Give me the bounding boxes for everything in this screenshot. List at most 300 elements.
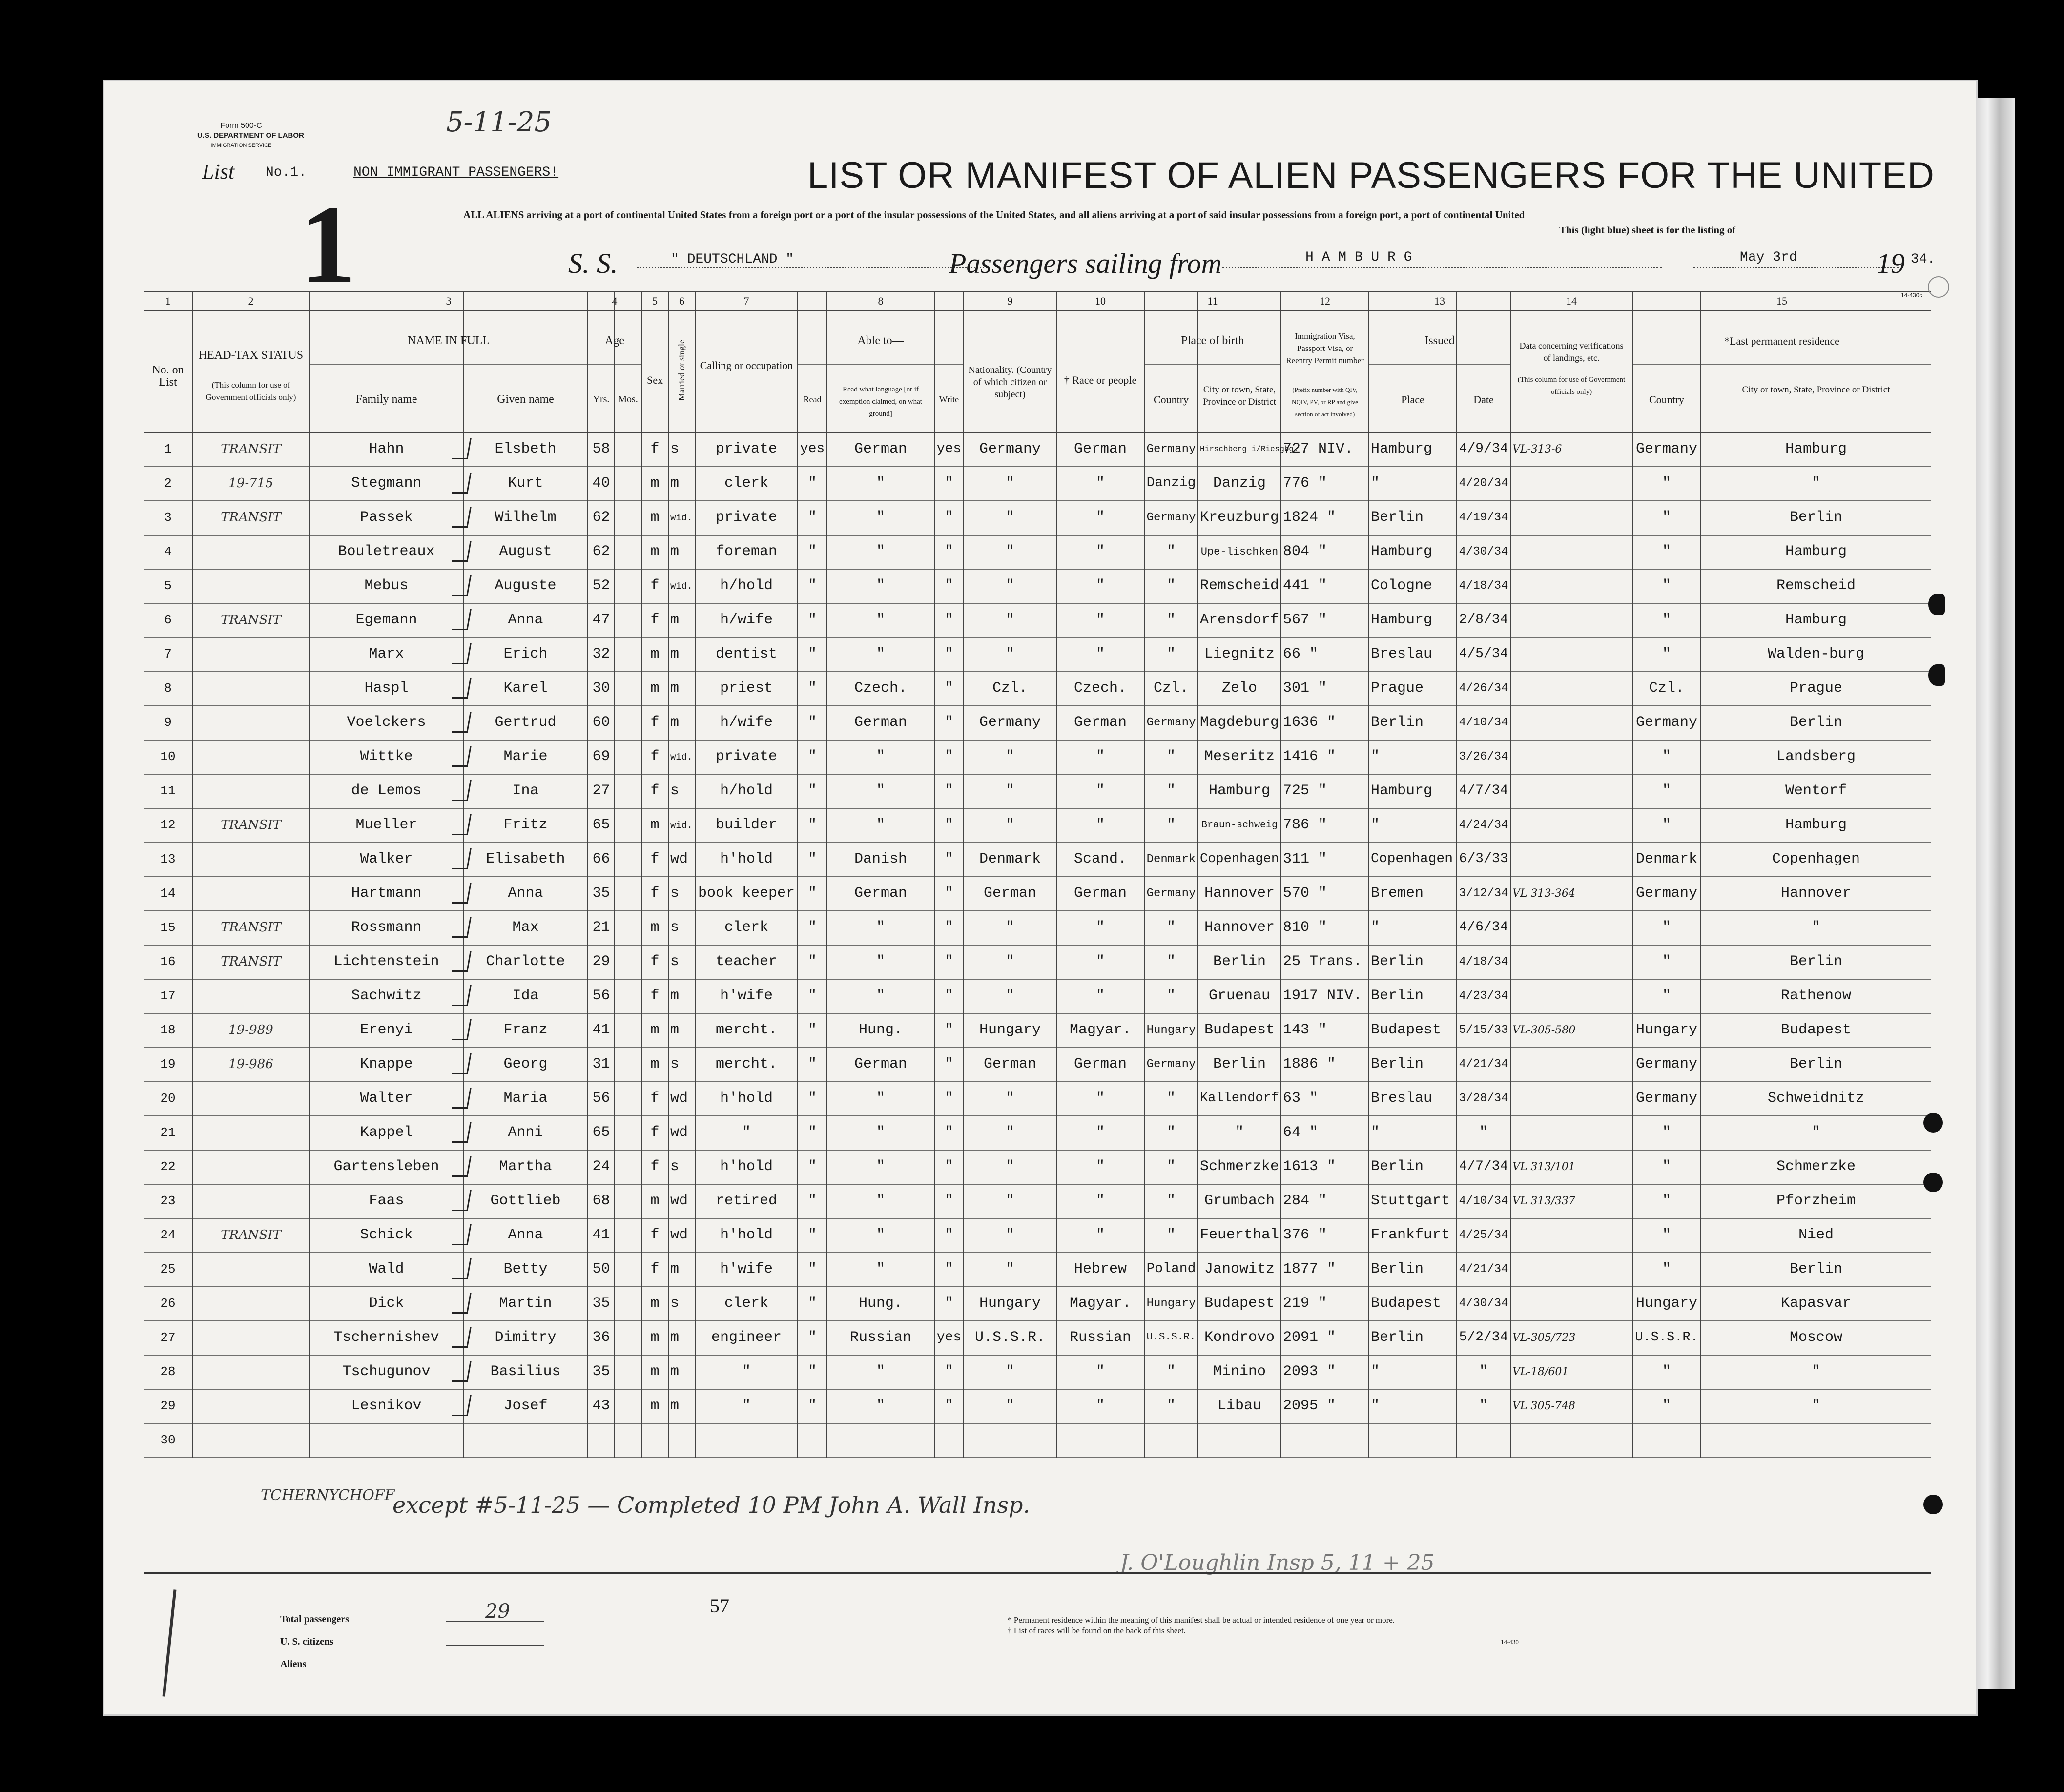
row-birth-city: Kondrovo	[1204, 1329, 1275, 1346]
row-race: "	[1095, 1090, 1105, 1107]
row-read-language: "	[876, 1398, 885, 1414]
row-can-write: "	[944, 953, 953, 970]
row-nationality: Czl.	[992, 680, 1028, 697]
row-birth-country: Germany	[1146, 886, 1196, 900]
row-can-read: "	[807, 714, 817, 731]
row-nationality: German	[983, 1056, 1037, 1072]
row-family-name: Haspl	[364, 680, 409, 697]
header-head-tax: HEAD-TAX STATUS	[198, 349, 304, 362]
row-nationality: "	[1005, 1227, 1014, 1243]
row-nationality: "	[1005, 509, 1014, 526]
row-marital-status: wid.	[670, 751, 693, 762]
row-visa-number: 727 NIV.	[1283, 441, 1354, 457]
row-birth-country: "	[1166, 953, 1176, 970]
row-age-years: 58	[592, 441, 610, 457]
margin-pen-stroke	[163, 1589, 177, 1696]
row-family-name: Sachwitz	[351, 988, 422, 1004]
row-read-language: Czech.	[854, 680, 908, 697]
row-read-language: "	[876, 748, 885, 765]
row-issued-place: Hamburg	[1371, 543, 1433, 560]
header-head-tax-note: (This column for use of Government officials only)	[206, 380, 296, 402]
row-family-name: Knappe	[360, 1056, 413, 1072]
row-can-write: "	[944, 1227, 953, 1243]
row-marital-status: m	[670, 680, 680, 697]
row-issued-place: Berlin	[1371, 714, 1424, 731]
row-residence-city: "	[1811, 475, 1820, 492]
manifest-subtitle-1: ALL ALIENS arriving at a port of continental United States from a foreign port or a port of the insular possessions of the United States, and all aliens arriving at a port of said insular possessions from a foreign port, a port of continental United	[463, 209, 1525, 221]
row-issued-place: "	[1371, 748, 1380, 765]
row-read-language: "	[876, 783, 885, 799]
row-race: German	[1073, 441, 1127, 457]
row-issued-date: 4/24/34	[1459, 818, 1508, 832]
row-marital-status: s	[670, 919, 680, 936]
row-marital-status: s	[670, 953, 680, 970]
row-issued-date: 4/21/34	[1459, 1057, 1508, 1071]
row-occupation: clerk	[724, 475, 768, 492]
list-label: List	[202, 160, 235, 184]
row-nationality: "	[1005, 1261, 1014, 1277]
row-residence-country: "	[1662, 1261, 1671, 1277]
row-head-tax-stamp: TRANSIT	[221, 510, 281, 525]
binder-hole	[1923, 1113, 1943, 1133]
row-race: Russian	[1069, 1329, 1132, 1346]
row-can-read: "	[807, 919, 817, 936]
header-issued-date: Date	[1473, 393, 1494, 406]
row-visa-number: 810 "	[1283, 919, 1327, 936]
row-can-read: "	[807, 1090, 817, 1107]
header-birth-country: Country	[1153, 393, 1189, 406]
row-marital-status: wd	[670, 851, 688, 867]
form-code: 14-430c	[1901, 292, 1922, 299]
row-occupation: "	[742, 1363, 751, 1380]
row-birth-city: Libau	[1217, 1398, 1261, 1414]
row-row-number: 11	[160, 783, 176, 799]
row-landing-verification: VL 313/101	[1512, 1160, 1575, 1173]
row-can-read: "	[807, 885, 817, 902]
manifest-subtitle-2: This (light blue) sheet is for the listing of	[1559, 224, 1736, 236]
row-residence-country: "	[1662, 646, 1671, 662]
row-family-name: Lichtenstein	[333, 953, 439, 970]
row-age-years: 40	[592, 475, 610, 492]
row-birth-city: Zelo	[1221, 680, 1257, 697]
header-birth-city: City or town, State, Province or District	[1203, 385, 1276, 407]
row-issued-date: 4/23/34	[1459, 989, 1508, 1003]
year-prefix: 19	[1877, 247, 1905, 279]
header-sex: Sex	[647, 374, 663, 386]
row-residence-city: Wentorf	[1785, 783, 1847, 799]
row-age-years: 35	[592, 1363, 610, 1380]
row-race: Magyar.	[1069, 1022, 1132, 1038]
row-residence-country: "	[1662, 919, 1671, 936]
row-given-name: Martha	[499, 1158, 552, 1175]
row-sex: f	[650, 851, 660, 867]
row-given-name: Anna	[508, 1227, 543, 1243]
row-issued-date: 4/30/34	[1459, 1297, 1508, 1310]
row-issued-place: Prague	[1371, 680, 1424, 697]
row-can-write: "	[944, 748, 953, 765]
row-marital-status: s	[670, 1158, 680, 1175]
column-number: 5	[652, 295, 658, 307]
row-read-language: "	[876, 988, 885, 1004]
row-family-name: Erenyi	[360, 1022, 413, 1038]
row-read-language: "	[876, 1124, 885, 1141]
row-nationality: "	[1005, 953, 1014, 970]
row-race: "	[1095, 953, 1105, 970]
row-given-name: Anna	[508, 885, 543, 902]
row-visa-number: 1636 "	[1283, 714, 1336, 731]
row-visa-number: 63 "	[1283, 1090, 1319, 1107]
row-visa-number: 1613 "	[1283, 1158, 1336, 1175]
row-residence-country: "	[1662, 577, 1671, 594]
row-residence-city: Hannover	[1780, 885, 1852, 902]
page-stack-edge	[1976, 98, 2015, 1689]
row-sex: f	[650, 748, 660, 765]
row-can-read: "	[807, 988, 817, 1004]
row-issued-date: 4/10/34	[1459, 716, 1508, 729]
row-occupation: h'hold	[720, 1090, 773, 1107]
row-residence-country: "	[1662, 509, 1671, 526]
row-residence-city: Moscow	[1789, 1329, 1843, 1346]
row-can-write: "	[944, 1022, 953, 1038]
row-sex: m	[650, 509, 660, 526]
row-issued-place: "	[1371, 475, 1380, 492]
row-read-language: "	[876, 646, 885, 662]
total-passengers-label: Total passengers	[280, 1614, 349, 1625]
row-issued-place: Copenhagen	[1371, 851, 1453, 867]
row-head-tax-stamp: 19-989	[228, 1023, 273, 1038]
row-issued-date: 4/30/34	[1459, 545, 1508, 558]
row-family-name: Mebus	[364, 577, 409, 594]
row-issued-place: "	[1371, 1124, 1380, 1141]
row-given-name: Max	[512, 919, 539, 936]
row-residence-city: Berlin	[1789, 953, 1843, 970]
row-birth-country: "	[1166, 1227, 1176, 1243]
row-age-years: 32	[592, 646, 610, 662]
row-sex: f	[650, 953, 660, 970]
row-occupation: h/wife	[720, 714, 773, 731]
row-birth-city: Budapest	[1204, 1022, 1275, 1038]
column-number: 9	[1007, 295, 1013, 307]
row-sex: m	[650, 1295, 660, 1312]
row-read-language: German	[854, 714, 908, 731]
row-occupation: "	[742, 1398, 751, 1414]
row-race: "	[1095, 1363, 1105, 1380]
row-residence-city: Hamburg	[1785, 612, 1847, 628]
row-age-years: 52	[592, 577, 610, 594]
row-row-number: 7	[164, 647, 172, 662]
row-family-name: Wittke	[360, 748, 413, 765]
row-row-number: 4	[164, 544, 172, 559]
row-marital-status: wid.	[670, 580, 693, 592]
row-issued-place: Berlin	[1371, 1261, 1424, 1277]
row-birth-country: "	[1166, 783, 1176, 799]
row-race: "	[1095, 475, 1105, 492]
row-age-years: 41	[592, 1227, 610, 1243]
column-number: 13	[1434, 295, 1445, 307]
row-birth-country: "	[1166, 612, 1176, 628]
row-issued-date: 4/7/34	[1459, 783, 1508, 799]
year-suffix: 34.	[1911, 252, 1936, 267]
row-marital-status: m	[670, 646, 680, 662]
header-able-to: Able to—	[857, 334, 904, 347]
row-issued-place: Berlin	[1371, 988, 1424, 1004]
row-issued-date: 4/20/34	[1459, 476, 1508, 490]
row-residence-country: "	[1662, 783, 1671, 799]
row-can-write: "	[944, 1193, 953, 1209]
row-can-read: "	[807, 1124, 817, 1141]
row-occupation: clerk	[724, 1295, 768, 1312]
row-nationality: Hungary	[979, 1022, 1041, 1038]
row-row-number: 12	[160, 818, 176, 833]
row-family-name: Lesnikov	[351, 1398, 422, 1414]
row-can-read: "	[807, 1158, 817, 1175]
row-race: "	[1095, 577, 1105, 594]
row-head-tax-stamp: TRANSIT	[221, 954, 281, 969]
row-family-name: Rossmann	[351, 919, 422, 936]
row-issued-place: Hamburg	[1371, 441, 1433, 457]
row-head-tax-stamp: TRANSIT	[221, 920, 281, 935]
manifest-title: LIST OR MANIFEST OF ALIEN PASSENGERS FOR THE UNITED	[807, 155, 1935, 196]
row-visa-number: 301 "	[1283, 680, 1327, 697]
row-can-write: "	[944, 919, 953, 936]
row-birth-city: Upe-lischken	[1200, 545, 1279, 558]
row-residence-city: Berlin	[1789, 1056, 1843, 1072]
row-occupation: h'hold	[720, 1158, 773, 1175]
row-race: "	[1095, 1193, 1105, 1209]
row-visa-number: 284 "	[1283, 1193, 1327, 1209]
header-write: Write	[939, 394, 959, 404]
row-row-number: 8	[164, 681, 172, 696]
row-occupation: private	[715, 441, 778, 457]
row-can-write: "	[944, 714, 953, 731]
row-given-name: Gertrud	[495, 714, 557, 731]
row-row-number: 20	[160, 1091, 176, 1106]
row-visa-number: 1917 NIV.	[1283, 988, 1362, 1004]
row-birth-city: Schmerzke	[1200, 1158, 1280, 1175]
row-can-read: "	[807, 646, 817, 662]
top-handwritten-stamp: 5-11-25	[446, 106, 552, 138]
service-name: IMMIGRATION SERVICE	[210, 143, 272, 148]
row-read-language: "	[876, 817, 885, 833]
row-age-years: 65	[592, 1124, 610, 1141]
row-sex: m	[650, 817, 660, 833]
column-number: 10	[1095, 295, 1106, 307]
row-issued-date: 3/26/34	[1459, 750, 1508, 763]
row-occupation: h'wife	[720, 1261, 773, 1277]
row-nationality: "	[1005, 1398, 1014, 1414]
row-residence-city: Prague	[1789, 680, 1843, 697]
row-residence-country: "	[1662, 1227, 1671, 1243]
row-residence-city: Copenhagen	[1772, 851, 1860, 867]
row-issued-date: 4/19/34	[1459, 511, 1508, 524]
header-family-name: Family name	[355, 393, 417, 406]
form-number: Form 500-C	[220, 122, 262, 130]
row-birth-country: "	[1166, 1363, 1176, 1380]
row-given-name: Ina	[512, 783, 539, 799]
binder-hole	[1923, 1173, 1943, 1192]
row-marital-status: s	[670, 885, 680, 902]
row-birth-city: Hannover	[1204, 919, 1275, 936]
row-marital-status: s	[670, 441, 680, 457]
row-issued-place: "	[1371, 817, 1380, 833]
row-visa-number: 2093 "	[1283, 1363, 1336, 1380]
header-name-in-full: NAME IN FULL	[408, 334, 490, 347]
sailing-date: May 3rd	[1740, 250, 1797, 265]
row-marital-status: wd	[670, 1227, 688, 1243]
footer-code: 14-430	[1501, 1638, 1519, 1646]
row-marital-status: s	[670, 1295, 680, 1312]
row-residence-country: Denmark	[1635, 851, 1698, 867]
row-birth-country: Czl.	[1153, 680, 1189, 697]
row-race: "	[1095, 919, 1105, 936]
row-family-name: Kappel	[360, 1124, 413, 1141]
footer-rule	[144, 1572, 1931, 1574]
date-underline	[1693, 267, 1899, 268]
header-landing-note: (This column for use of Government officials only)	[1517, 376, 1626, 396]
row-visa-number: 219 "	[1283, 1295, 1327, 1312]
row-can-write: "	[944, 817, 953, 833]
row-row-number: 22	[160, 1159, 176, 1174]
row-residence-city: Walden-burg	[1767, 646, 1865, 662]
row-landing-verification: VL 313/337	[1512, 1195, 1575, 1207]
header-residence-city: City or town, State, Province or District	[1742, 385, 1890, 395]
row-head-tax-stamp: TRANSIT	[221, 818, 281, 833]
header-visa: Immigration Visa, Passport Visa, or Reentry Permit number	[1286, 331, 1364, 365]
row-residence-city: Budapest	[1780, 1022, 1852, 1038]
row-residence-country: "	[1662, 748, 1671, 765]
binder-ring-outline	[1928, 276, 1949, 298]
row-read-language: "	[876, 1363, 885, 1380]
header-last-residence: *Last permanent residence	[1724, 335, 1839, 347]
row-visa-number: 804 "	[1283, 543, 1327, 560]
row-occupation: h'wife	[720, 988, 773, 1004]
row-nationality: "	[1005, 1124, 1014, 1141]
column-number: 14	[1566, 295, 1577, 307]
row-sex: f	[650, 885, 660, 902]
row-can-read: "	[807, 1056, 817, 1072]
row-birth-city: Kallendorf	[1200, 1091, 1280, 1106]
row-family-name: Mueller	[355, 817, 417, 833]
row-visa-number: 570 "	[1283, 885, 1327, 902]
column-number: 2	[248, 295, 254, 307]
row-issued-date: 5/15/33	[1459, 1023, 1508, 1037]
row-residence-country: "	[1662, 475, 1671, 492]
row-can-write: "	[944, 1090, 953, 1107]
sailing-label: Passengers sailing from	[949, 247, 1222, 279]
header-yrs: Yrs.	[593, 394, 610, 405]
row-race: German	[1073, 885, 1127, 902]
column-number: 3	[446, 295, 452, 307]
row-row-number: 19	[160, 1057, 176, 1072]
header-read-language: Read what language [or if exemption claimed, on what ground]	[839, 386, 922, 418]
row-residence-city: "	[1811, 1398, 1820, 1414]
row-sex: m	[650, 543, 660, 560]
row-read-language: German	[854, 441, 908, 457]
row-can-write: "	[944, 1295, 953, 1312]
row-row-number: 16	[160, 954, 176, 969]
row-birth-country: "	[1166, 1398, 1176, 1414]
row-age-years: 36	[592, 1329, 610, 1346]
column-number: 7	[743, 295, 749, 307]
row-race: Hebrew	[1073, 1261, 1127, 1277]
row-residence-city: Berlin	[1789, 714, 1843, 731]
row-issued-place: Breslau	[1371, 1090, 1433, 1107]
row-family-name: Passek	[360, 509, 413, 526]
row-sex: f	[650, 441, 660, 457]
row-birth-city: Janowitz	[1204, 1261, 1275, 1277]
row-occupation: dentist	[715, 646, 778, 662]
row-can-read: "	[807, 1295, 817, 1312]
row-birth-country: "	[1166, 646, 1176, 662]
binder-clip	[1928, 664, 1945, 686]
row-can-write: "	[944, 680, 953, 697]
row-residence-country: "	[1662, 1363, 1671, 1380]
row-residence-city: "	[1811, 1124, 1820, 1141]
row-age-years: 65	[592, 817, 610, 833]
row-row-number: 18	[160, 1023, 176, 1038]
row-birth-country: Germany	[1146, 442, 1196, 456]
row-nationality: "	[1005, 1363, 1014, 1380]
row-given-name: Wilhelm	[495, 509, 557, 526]
total-passengers-value: 29	[485, 1600, 510, 1623]
row-race: "	[1095, 783, 1105, 799]
row-sex: f	[650, 783, 660, 799]
row-read-language: Danish	[854, 851, 908, 867]
row-can-read: "	[807, 953, 817, 970]
row-row-number: 5	[164, 578, 172, 594]
row-nationality: "	[1005, 817, 1014, 833]
row-birth-country: "	[1166, 1158, 1176, 1175]
header-issued-place: Place	[1401, 393, 1424, 406]
row-race: "	[1095, 748, 1105, 765]
row-row-number: 29	[160, 1399, 176, 1414]
row-head-tax-stamp: 19-986	[228, 1057, 273, 1072]
row-birth-city: Hannover	[1204, 885, 1275, 902]
header-issued: Issued	[1424, 334, 1455, 347]
row-issued-date: "	[1479, 1398, 1488, 1414]
row-occupation: engineer	[711, 1329, 782, 1346]
list-type: NON IMMIGRANT PASSENGERS!	[353, 165, 559, 180]
row-residence-country: "	[1662, 988, 1671, 1004]
row-can-read: "	[807, 817, 817, 833]
row-residence-city: Nied	[1798, 1227, 1834, 1243]
row-birth-country: Danzig	[1146, 475, 1196, 491]
row-age-years: 24	[592, 1158, 610, 1175]
row-family-name: Schick	[360, 1227, 413, 1243]
row-marital-status: m	[670, 1398, 680, 1414]
row-visa-number: 441 "	[1283, 577, 1327, 594]
row-given-name: Gottlieb	[490, 1193, 561, 1209]
row-occupation: priest	[720, 680, 773, 697]
row-nationality: "	[1005, 577, 1014, 594]
row-marital-status: m	[670, 1261, 680, 1277]
row-nationality: Hungary	[979, 1295, 1041, 1312]
row-can-read: "	[807, 1022, 817, 1038]
row-read-language: "	[876, 919, 885, 936]
row-residence-city: Schmerzke	[1776, 1158, 1856, 1175]
row-read-language: Hung.	[858, 1295, 903, 1312]
row-residence-city: Landsberg	[1776, 748, 1856, 765]
header-nationality: Nationality. (Country of which citizen or subject)	[968, 365, 1052, 400]
row-landing-verification: VL-313-6	[1512, 443, 1562, 455]
row-issued-date: 4/26/34	[1459, 681, 1508, 695]
row-residence-country: "	[1662, 1193, 1671, 1209]
row-row-number: 17	[160, 989, 176, 1004]
row-given-name: Marie	[503, 748, 548, 765]
column-number: 11	[1207, 295, 1218, 307]
row-read-language: "	[876, 953, 885, 970]
row-given-name: Anna	[508, 612, 543, 628]
